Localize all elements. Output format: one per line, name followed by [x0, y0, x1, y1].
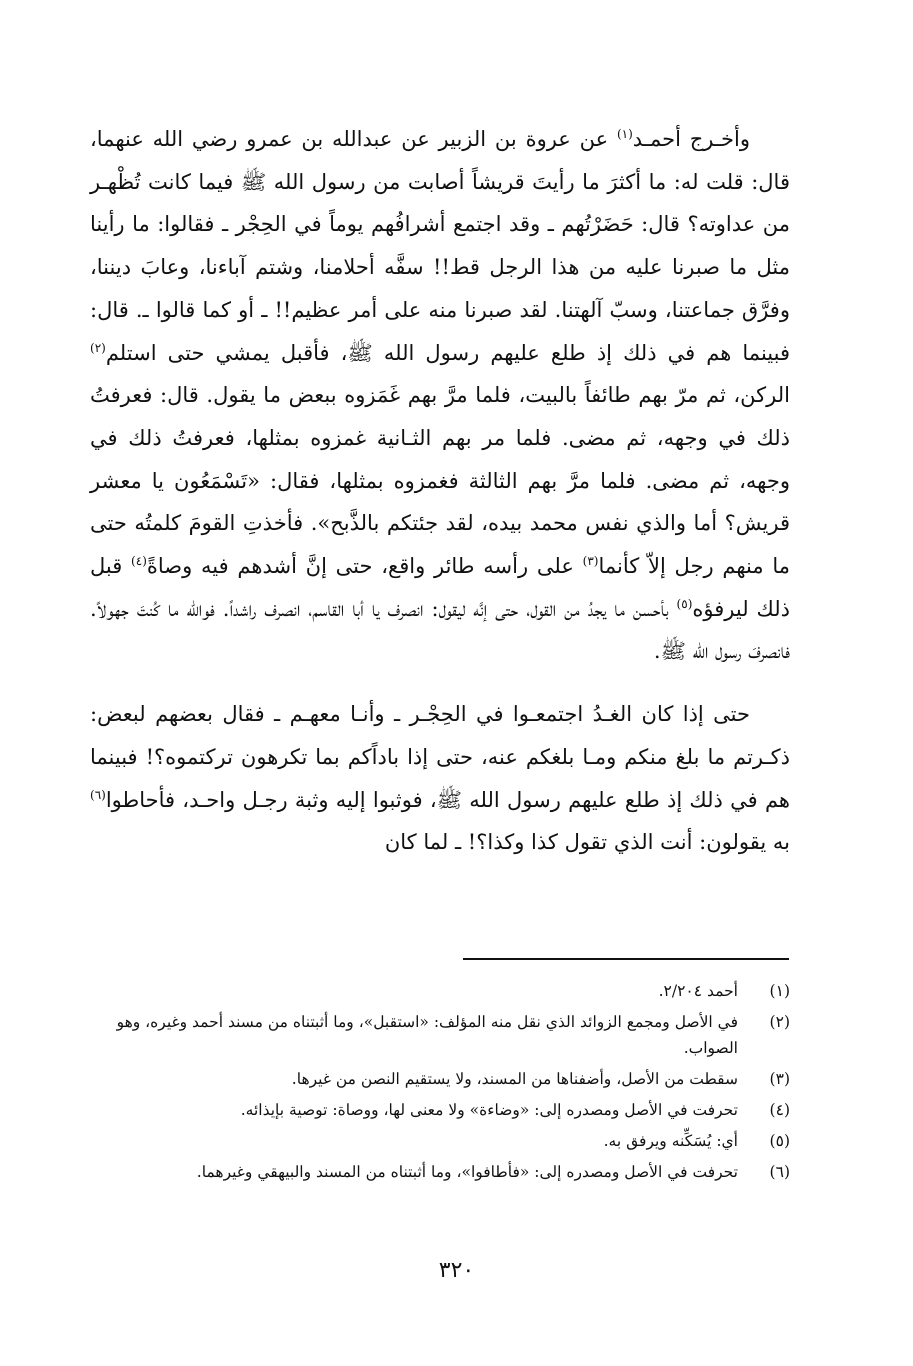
footnote [90, 1128, 790, 1154]
footnote-marker: (٦) [90, 787, 106, 802]
footnote-number: (٣) [769, 1070, 790, 1088]
footnote-marker: (٣) [582, 554, 599, 569]
text-run: وأخـرج أحمـد [632, 127, 750, 151]
text-run: الركن، ثم مرّ بهم طائفاً بالبيت، فلما مرَّ بهم غَمَزوه ببعض ما يقول. قال: فعرفتُ ذلك في وجهه، ثم مضى. فلما مر بهم الثـانية غمزوه بمثلها، فعرفتُ ذلك في وجهه، ثم مضى. فلما مرَّ بهم الثالثة فغمزوه بمثلها، فقال: «تَسْمَعُون يا معشر قريش؟ أما والذي نفس محمد بيده، لقد جئتكم بالذَّبح». فأخذتِ القومَ كلمتُه حتى ما منهم رجل إلاّ كأنما [90, 383, 790, 579]
footnote [90, 1009, 790, 1061]
footnote-text: أحمد ٢/٢٠٤. [658, 982, 738, 1000]
footnote-marker: (٥) [676, 596, 693, 611]
paragraph [90, 693, 790, 864]
footnote [90, 1097, 790, 1123]
footnote-number: (٤) [769, 1101, 790, 1119]
text-run: حتى إذا كان الغـدُ اجتمعـوا في الحِجْـر ـ وأنـا معهـم ـ فقال بعضهم لبعض: ذكـرتم ما بلغ منكم ومـا بلغكم عنه، حتى إذا باداًكم بما تكرهون تركتموه؟! فبينما هم في ذلك إذ طلع عليهم رسول الله ﷺ، فوثبوا إليه وثبة رجـل واحـد، فأحاطوا [90, 702, 790, 812]
main-text [90, 118, 790, 864]
footnote-text: في الأصل ومجمع الزوائد الذي نقل منه المؤلف: «استقبل»، وما أثبتناه من مسند أحمد وغيره، وهو الصواب. [116, 1013, 738, 1057]
page-number: ٣٢٠ [438, 1258, 475, 1283]
text-run: به يقولون: أنت الذي تقول كذا وكذا؟! ـ لما كان [384, 830, 790, 855]
footnote-text: سقطت من الأصل، وأضفناها من المسند، ولا يستقيم النصن من غيرها. [291, 1070, 738, 1088]
footnote [90, 1066, 790, 1092]
footnote-text: تحرفت في الأصل ومصدره إلى: «وضاءة» ولا معنى لها، ووصاة: توصية بإيذائه. [240, 1101, 738, 1119]
footnote-number: (١) [769, 982, 790, 1000]
footnote [90, 978, 790, 1004]
text-run: على رأسه طائر واقع، حتى إنَّ أشدهم فيه وصاةً [146, 554, 583, 579]
footnote-separator [463, 958, 789, 960]
footnote-marker: (٤) [131, 554, 147, 569]
paragraph [90, 118, 790, 673]
footnote-marker: (١) [616, 127, 633, 141]
text-run: عن عروة بن الزبير عن عبدالله بن عمرو رضي الله عنهما، قال: قلت له: ما أكثرَ ما رأيتَ قريشاً أصابت من رسول الله ﷺ فيما كانت تُظْهـر من عداوته؟ قال: حَضَرْتُهم ـ وقد اجتمع أشرافُهم يوماً في الحِجْر ـ فقالوا: ما رأينا مثل ما صبرنا عليه من هذا الرجل قط!! سفَّه أحلامنا، وشتم آباءنا، وعابَ ديننا، وفرَّق جماعتنا، وسبّ آلهتنا. لقد صبرنا منه على أمر عظيم!! ـ أو كما قالوا ـ. قال: فبينما هم في ذلك إذ طلع عليهم رسول الله ﷺ، فأقبل يمشي حتى استلم [90, 127, 790, 365]
text-run: بأحسن ما يجدُ من القول، حتى إنَّه ليقول: انصرف يا أبا القاسم، انصرف راشداً. فوالله ما كُنتَ جهولاً. فانصرفَ رسول الله ﷺ. [90, 596, 790, 664]
footnote [90, 1159, 790, 1185]
footnote-text: تحرفت في الأصل ومصدره إلى: «فأطافوا»، وما أثبتناه من المسند والبيهقي وغيرهما. [196, 1163, 738, 1181]
text-run: قبل ذلك ليرفؤه [90, 554, 791, 621]
footnote-text: أي: يُسَكِّنه ويرفق به. [603, 1132, 738, 1150]
footnote-number: (٦) [769, 1163, 790, 1181]
footnote-number: (٢) [769, 1013, 790, 1031]
footnotes [90, 978, 790, 1190]
footnote-number: (٥) [769, 1132, 790, 1150]
footnote-marker: (٢) [90, 340, 106, 355]
